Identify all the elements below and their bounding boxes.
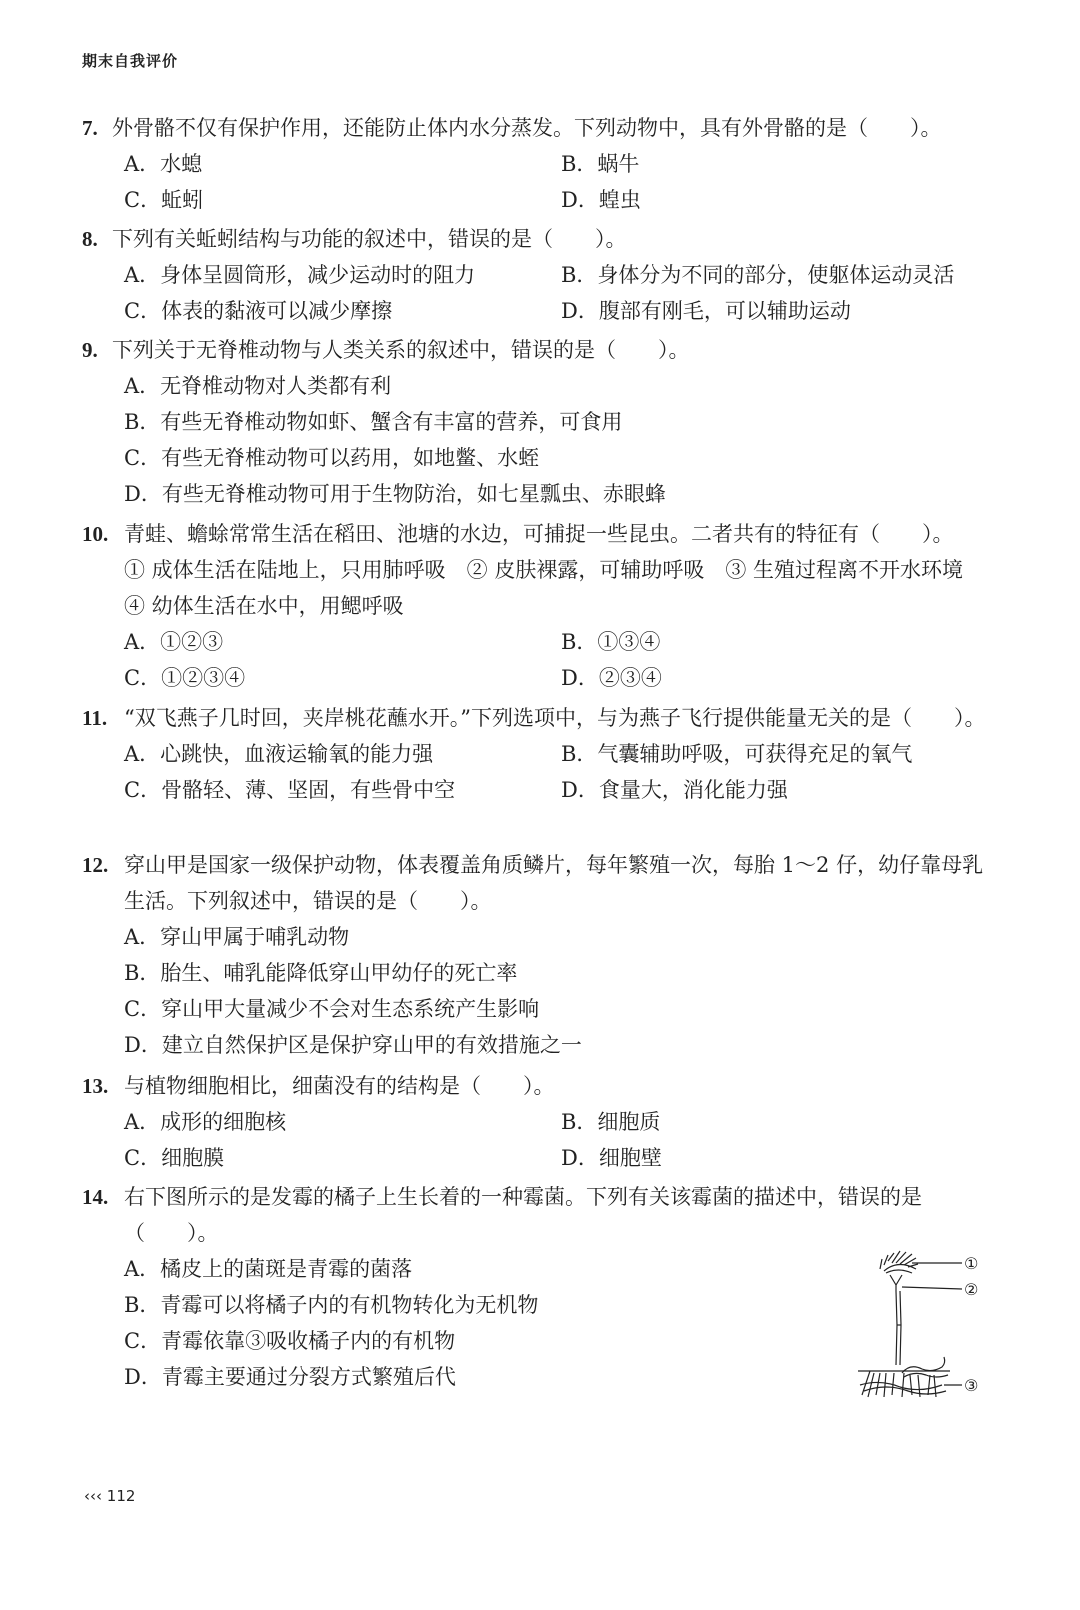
question-text: 右下图所示的是发霉的橘子上生长着的一种霉菌。下列有关该霉菌的描述中，错误的是（ ）。: [124, 1185, 922, 1245]
option-c: C．青霉依靠③吸收橘子内的有机物: [124, 1329, 456, 1353]
option-a: A．①②③: [124, 630, 224, 654]
option-a: A．水螅: [124, 152, 203, 176]
question-text: 穿山甲是国家一级保护动物，体表覆盖角质鳞片，每年繁殖一次，每胎 1～2 仔，幼仔靠母乳生活。下列叙述中，错误的是（ ）。: [124, 853, 984, 913]
option-d: D．青霉主要通过分裂方式繁殖后代: [124, 1365, 456, 1389]
option-d: D．蝗虫: [561, 188, 641, 212]
question-text: 下列关于无脊椎动物与人类关系的叙述中，错误的是（ ）。: [112, 338, 690, 362]
option-b: B．蜗牛: [561, 152, 640, 176]
question-number: 10.: [82, 522, 109, 546]
question-text: 下列有关蚯蚓结构与功能的叙述中，错误的是（ ）。: [112, 227, 627, 251]
question-number: 11.: [82, 706, 108, 730]
option-c: C．穿山甲大量减少不会对生态系统产生影响: [124, 997, 540, 1021]
question-12: [82, 847, 992, 1063]
option-d: D．有些无脊椎动物可用于生物防治，如七星瓢虫、赤眼蜂: [124, 482, 666, 506]
option-b: B．细胞质: [561, 1110, 661, 1134]
option-d: D．②③④: [561, 666, 662, 690]
question-13: [82, 1068, 992, 1176]
question-number: 9.: [82, 338, 98, 362]
question-text: 青蛙、蟾蜍常常生活在稻田、池塘的水边，可捕捉一些昆虫。二者共有的特征有（ ）。: [124, 522, 954, 546]
option-c: C．蚯蚓: [124, 188, 204, 212]
option-c: C．体表的黏液可以减少摩擦: [124, 299, 393, 323]
option-a: A．成形的细胞核: [124, 1110, 287, 1134]
option-c: C．细胞膜: [124, 1146, 225, 1170]
question-text: 与植物细胞相比，细菌没有的结构是（ ）。: [124, 1074, 555, 1098]
option-d: D．建立自然保护区是保护穿山甲的有效措施之一: [124, 1033, 582, 1057]
question-text: “双飞燕子几时回，夹岸桃花蘸水开。”下列选项中，与为燕子飞行提供能量无关的是（ ）。: [124, 706, 986, 730]
question-9: [82, 332, 992, 512]
statement-list: ① 成体生活在陆地上，只用肺呼吸 ② 皮肤裸露，可辅助呼吸 ③ 生殖过程离不开水环境 ④ 幼体生活在水中，用鳃呼吸: [124, 558, 985, 618]
option-d: D．细胞壁: [561, 1146, 662, 1170]
penicillium-svg: [850, 1245, 1000, 1405]
option-b: B．有些无脊椎动物如虾、蟹含有丰富的营养，可食用: [124, 410, 623, 434]
option-b: B．①③④: [561, 630, 661, 654]
option-c: C．有些无脊椎动物可以药用，如地鳖、水蛭: [124, 446, 540, 470]
penicillium-diagram: [850, 1245, 1000, 1405]
option-d: D．腹部有刚毛，可以辅助运动: [561, 299, 851, 323]
question-number: 12.: [82, 853, 109, 877]
page-header-title: 期末自我评价: [82, 52, 179, 70]
page-footer: [84, 1487, 135, 1505]
question-number: 7.: [82, 116, 98, 140]
question-number: 8.: [82, 227, 98, 251]
option-c: C．①②③④: [124, 666, 246, 690]
question-8: [82, 221, 992, 329]
option-b: B．气囊辅助呼吸，可获得充足的氧气: [561, 742, 913, 766]
option-a: A．橘皮上的菌斑是青霉的菌落: [124, 1257, 413, 1281]
option-d: D．食量大，消化能力强: [561, 778, 788, 802]
page-arrows-icon: ‹‹‹: [84, 1487, 102, 1505]
question-11: [82, 700, 992, 808]
option-a: A．穿山甲属于哺乳动物: [124, 925, 350, 949]
question-7: [82, 110, 992, 218]
question-text: 外骨骼不仅有保护作用，还能防止体内水分蒸发。下列动物中，具有外骨骼的是（ ）。: [112, 116, 942, 140]
option-a: A．无脊椎动物对人类都有利: [124, 374, 392, 398]
page-number: 112: [106, 1487, 136, 1505]
option-a: A．身体呈圆筒形，减少运动时的阻力: [124, 263, 476, 287]
figure-label-3: ③: [964, 1376, 979, 1395]
question-number: 14.: [82, 1185, 109, 1209]
option-b: B．身体分为不同的部分，使躯体运动灵活: [561, 263, 955, 287]
question-10: [82, 516, 992, 696]
figure-label-1: ①: [964, 1254, 979, 1273]
option-b: B．青霉可以将橘子内的有机物转化为无机物: [124, 1293, 539, 1317]
figure-label-2: ②: [964, 1280, 979, 1299]
option-c: C．骨骼轻、薄、坚固，有些骨中空: [124, 778, 456, 802]
option-a: A．心跳快，血液运输氧的能力强: [124, 742, 434, 766]
option-b: B．胎生、哺乳能降低穿山甲幼仔的死亡率: [124, 961, 518, 985]
question-number: 13.: [82, 1074, 109, 1098]
